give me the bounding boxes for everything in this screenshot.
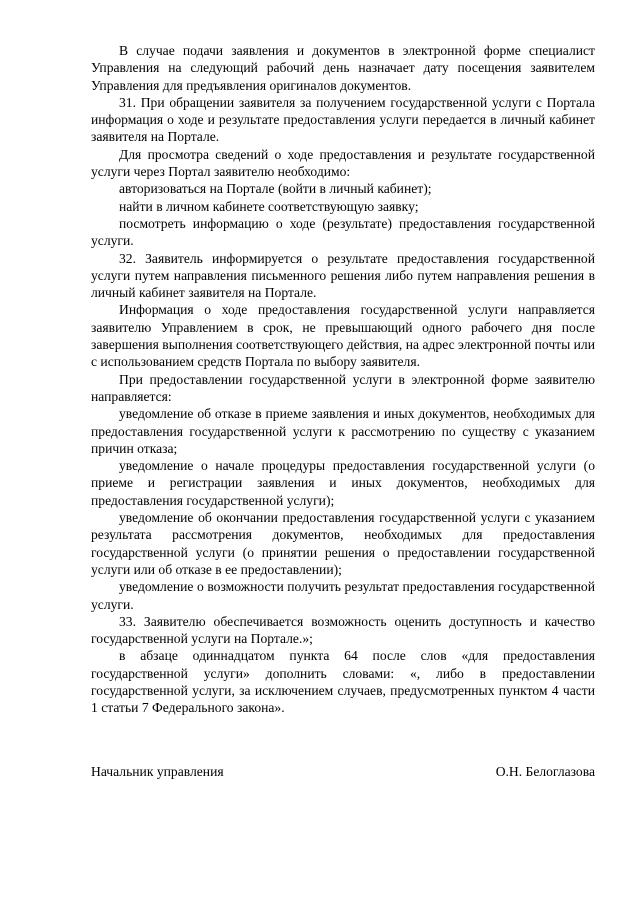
paragraph-notice-start: уведомление о начале процедуры предоставления государственной услуги (о приеме и регистрации заявления и иных документов, необходимых для предоставления государственной услуги); <box>91 458 595 508</box>
paragraph-notice-refusal: уведомление об отказе в приеме заявления и иных документов, необходимых для предоставления государственной услуги к рассмотрению по существу с указанием причин отказа; <box>91 406 595 456</box>
paragraph-progress-info: Информация о ходе предоставления государственной услуги направляется заявителю Управлением в срок, не превышающий одного рабочего дня после завершения выполнения соответствующего действия, на адрес электронной почты или с использованием средств Портала по выбору заявителя. <box>91 302 595 370</box>
signatory-position: Начальник управления <box>91 764 224 779</box>
signatory-name: О.Н. Белоглазова <box>495 764 595 779</box>
paragraph-item-33: 33. Заявителю обеспечивается возможность оценить доступность и качество государственной услуги на Портале.»; <box>91 613 595 647</box>
paragraph-notifications-intro: При предоставлении государственной услуги в электронной форме заявителю направляется: <box>91 371 595 404</box>
signature-block <box>91 763 595 783</box>
paragraph-step-view-info: посмотреть информацию о ходе (результате) предоставления государственной услуги. <box>91 215 595 249</box>
paragraph-view-progress: Для просмотра сведений о ходе предоставления и результате государственной услуги через Портал заявителю необходимо: <box>91 146 595 180</box>
paragraph-step-find-request: найти в личном кабинете соответствующую заявку; <box>119 198 419 214</box>
paragraph-item-32: 32. Заявитель информируется о результате предоставления государственной услуги путем направления письменного решения либо путем направления решения в личный кабинет заявителя на Портале. <box>91 250 595 301</box>
document-body <box>91 42 595 717</box>
paragraph-electronic-submission: В случае подачи заявления и документов в электронной форме специалист Управления на следующий рабочий день назначает дату посещения заявителем Управления для предъявления оригиналов документов. <box>91 43 595 93</box>
paragraph-notice-completion: уведомление об окончании предоставления государственной услуги с указанием результата рассмотрения документов, необходимых для предоставления государственной услуги (о принятии решения о предоставлении государственной услуги или об отказе в ее предоставлении); <box>91 510 595 577</box>
paragraph-step-authorize: авторизоваться на Портале (войти в личный кабинет); <box>119 181 432 197</box>
paragraph-item-31: 31. При обращении заявителя за получением государственной услуги с Портала информация о ходе и результате предоставления услуги передается в личный кабинет заявителя на Портале. <box>91 94 595 145</box>
paragraph-item-64-amendment: в абзаце одиннадцатом пункта 64 после слов «для предоставления государственной услуги» дополнить словами: «, либо в предоставлении государственной услуги, за исключением случаев, предусмотренных пунктом 4 части 1 статьи 7 Федерального закона». <box>91 648 595 716</box>
paragraph-notice-result: уведомление о возможности получить результат предоставления государственной услуги. <box>91 579 595 612</box>
